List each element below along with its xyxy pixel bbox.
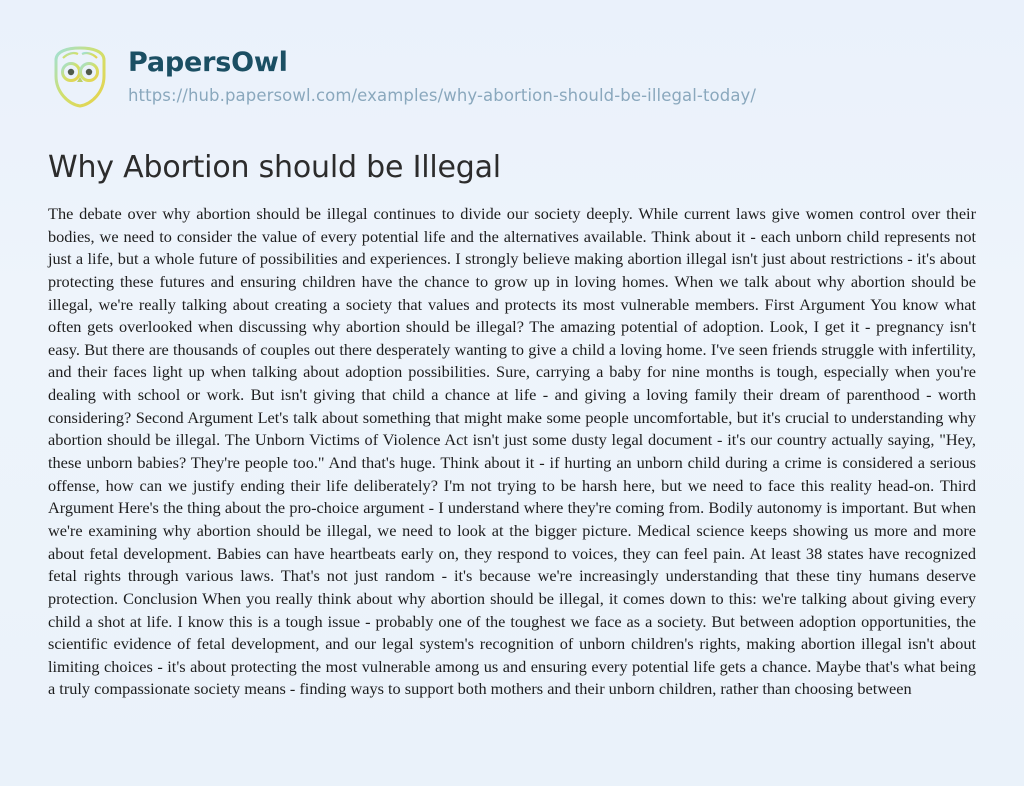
owl-logo-icon (48, 46, 112, 108)
body-paragraph: The debate over why abortion should be illegal continues to divide our society deeply. While current laws give women control over their bodies, we need to consider the value of every potential life and the alternatives available. Think about it - each unborn child represents not just a life, but a whole future of possibilities and experiences. I strongly believe making abortion illegal isn't just about restrictions - it's about protecting these futures and ensuring children have the chance to grow up in loving homes. When we talk about why abortion should be illegal, we're really talking about creating a society that values and protects its most vulnerable members. First Argument You know what often gets overlooked when discussing why abortion should be illegal? The amazing potential of adoption. Look, I get it - pregnancy isn't easy. But there are thousands of couples out there desperately wanting to give a child a loving home. I've seen friends struggle with infertility, and their faces light up when talking about adoption possibilities. Sure, carrying a baby for nine months is tough, especially when you're dealing with school or work. But isn't giving that child a chance at life - and giving a loving family their dream of parenthood - worth considering? Second Argument Let's talk about something that might make some people uncomfortable, but it's crucial to understanding why abortion should be illegal. The Unborn Victims of Violence Act isn't just some dusty legal document - it's our country actually saying, "Hey, these unborn babies? They're people too." And that's huge. Think about it - if hurting an unborn child during a crime is considered a serious offense, how can we justify ending their life deliberately? I'm not trying to be harsh here, but we need to face this reality head-on. Third Argument Here's the thing about the pro-choice argument - I understand where they're coming from. Bodily autonomy is important. But when we're examining why abortion should be illegal, we need to look at the bigger picture. Medical science keeps showing us more and more about fetal development. Babies can have heartbeats early on, they respond to voices, they can feel pain. At least 38 states have recognized fetal rights through various laws. That's not just random - it's because we're increasingly understanding that these tiny humans deserve protection. Conclusion When you really think about why abortion should be illegal, it comes down to this: we're talking about giving every child a shot at life. I know this is a tough issue - probably one of the toughest we face as a society. But between adoption opportunities, the scientific evidence of fetal development, and our legal system's recognition of unborn children's rights, making abortion illegal isn't about limiting choices - it's about protecting the most vulnerable among us and ensuring every potential life gets a chance. Maybe that's what being a truly compassionate society means - finding ways to support both mothers and their unborn children, rather than choosing between (48, 204, 976, 699)
document-body (48, 203, 976, 701)
site-header (20, 18, 1004, 106)
document-card (20, 18, 1004, 766)
page-title: Why Abortion should be Illegal (48, 150, 501, 185)
brand-name: PapersOwl (128, 47, 288, 78)
source-url[interactable]: https://hub.papersowl.com/examples/why-abortion-should-be-illegal-today/ (128, 85, 757, 105)
brand-block (128, 44, 756, 105)
